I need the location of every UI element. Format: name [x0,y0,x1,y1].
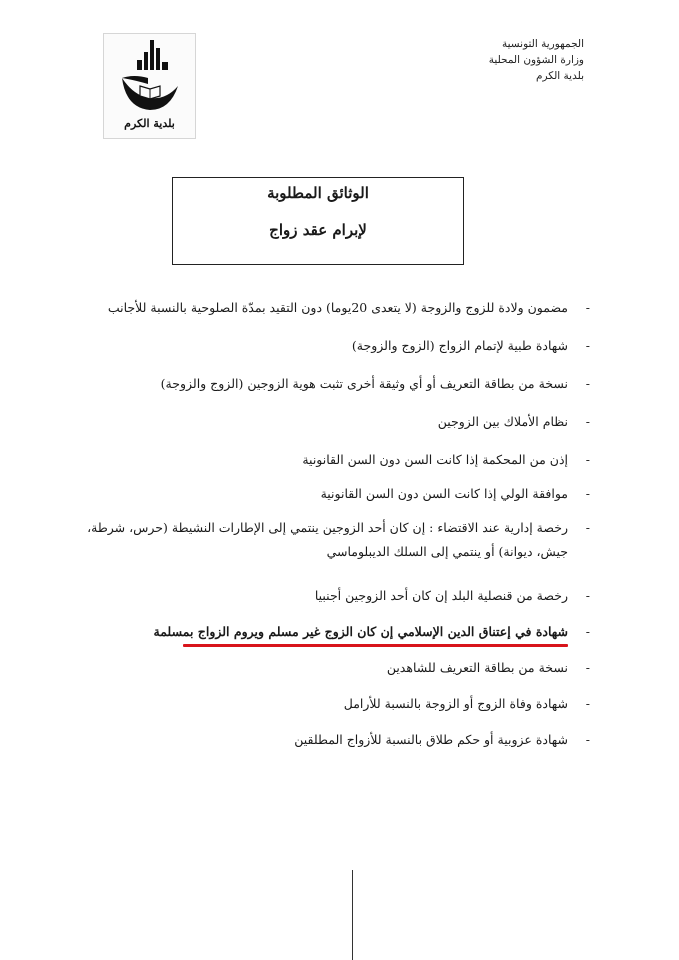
list-item-text: إذن من المحكمة إذا كانت السن دون السن القانونية [302,452,568,467]
list-dash: - [585,300,590,315]
list-item [80,482,590,506]
header-ministry: وزارة الشؤون المحلية [488,54,584,66]
list-dash: - [585,520,590,535]
list-item-text: موافقة الولي إذا كانت السن دون السن القانونية [320,486,568,501]
list-item-text: رخصة إدارية عند الاقتضاء : إن كان أحد الزوجين ينتمي إلى الإطارات النشيطة (حرس، شرطة، جيش، ديوانة) أو ينتمي إلى السلك الديبلوماسي [87,520,568,559]
list-item-text: نسخة من بطاقة التعريف للشاهدين [386,660,568,675]
list-dash: - [585,732,590,747]
list-item-text: شهادة عزوبية أو حكم طلاق بالنسبة للأزواج المطلقين [294,732,568,747]
list-dash: - [585,696,590,711]
list-item [80,410,590,434]
list-item-text: مضمون ولادة للزوج والزوجة (لا يتعدى 20يوما) دون التقيد بمدّة الصلوحية بالنسبة للأجانب [107,300,568,315]
list-item [80,516,590,564]
list-item-highlighted [80,620,590,644]
list-item [80,584,590,608]
title-box [172,177,464,265]
list-dash: - [585,414,590,429]
list-item-text: رخصة من قنصلية البلد إن كان أحد الزوجين أجنبيا [314,588,568,603]
list-item-text: شهادة في إعتناق الدين الإسلامي إن كان الزوج غير مسلم ويروم الزواج بمسلمة [153,624,568,639]
municipality-logo [103,33,196,139]
list-item [80,728,590,752]
list-item-text: نسخة من بطاقة التعريف أو أي وثيقة أخرى تثبت هوية الزوجين (الزوج والزوجة) [160,376,568,391]
logo-municipality-name: بلدية الكرم [124,117,175,130]
list-item [80,692,590,716]
list-item-text: نظام الأملاك بين الزوجين [437,414,568,429]
page-divider-line [352,870,353,960]
list-item [80,372,590,396]
list-item [80,334,590,358]
list-item-text: شهادة طبية لإتمام الزواج (الزوج والزوجة) [351,338,568,353]
list-item [80,448,590,472]
list-dash: - [585,486,590,501]
header-country: الجمهورية التونسية [502,38,584,50]
list-item-text: شهادة وفاة الزوج أو الزوجة بالنسبة للأرامل [343,696,568,711]
title-marriage-contract: لإبرام عقد زواج [269,221,367,239]
title-required-documents: الوثائق المطلوبة [267,184,369,202]
list-item [80,296,590,320]
list-item [80,656,590,680]
highlight-underline [183,644,568,647]
list-dash: - [585,660,590,675]
header-municipality: بلدية الكرم [535,70,584,82]
list-dash: - [585,452,590,467]
letterhead [384,36,584,84]
list-dash: - [585,624,590,639]
list-dash: - [585,588,590,603]
list-dash: - [585,376,590,391]
list-dash: - [585,338,590,353]
